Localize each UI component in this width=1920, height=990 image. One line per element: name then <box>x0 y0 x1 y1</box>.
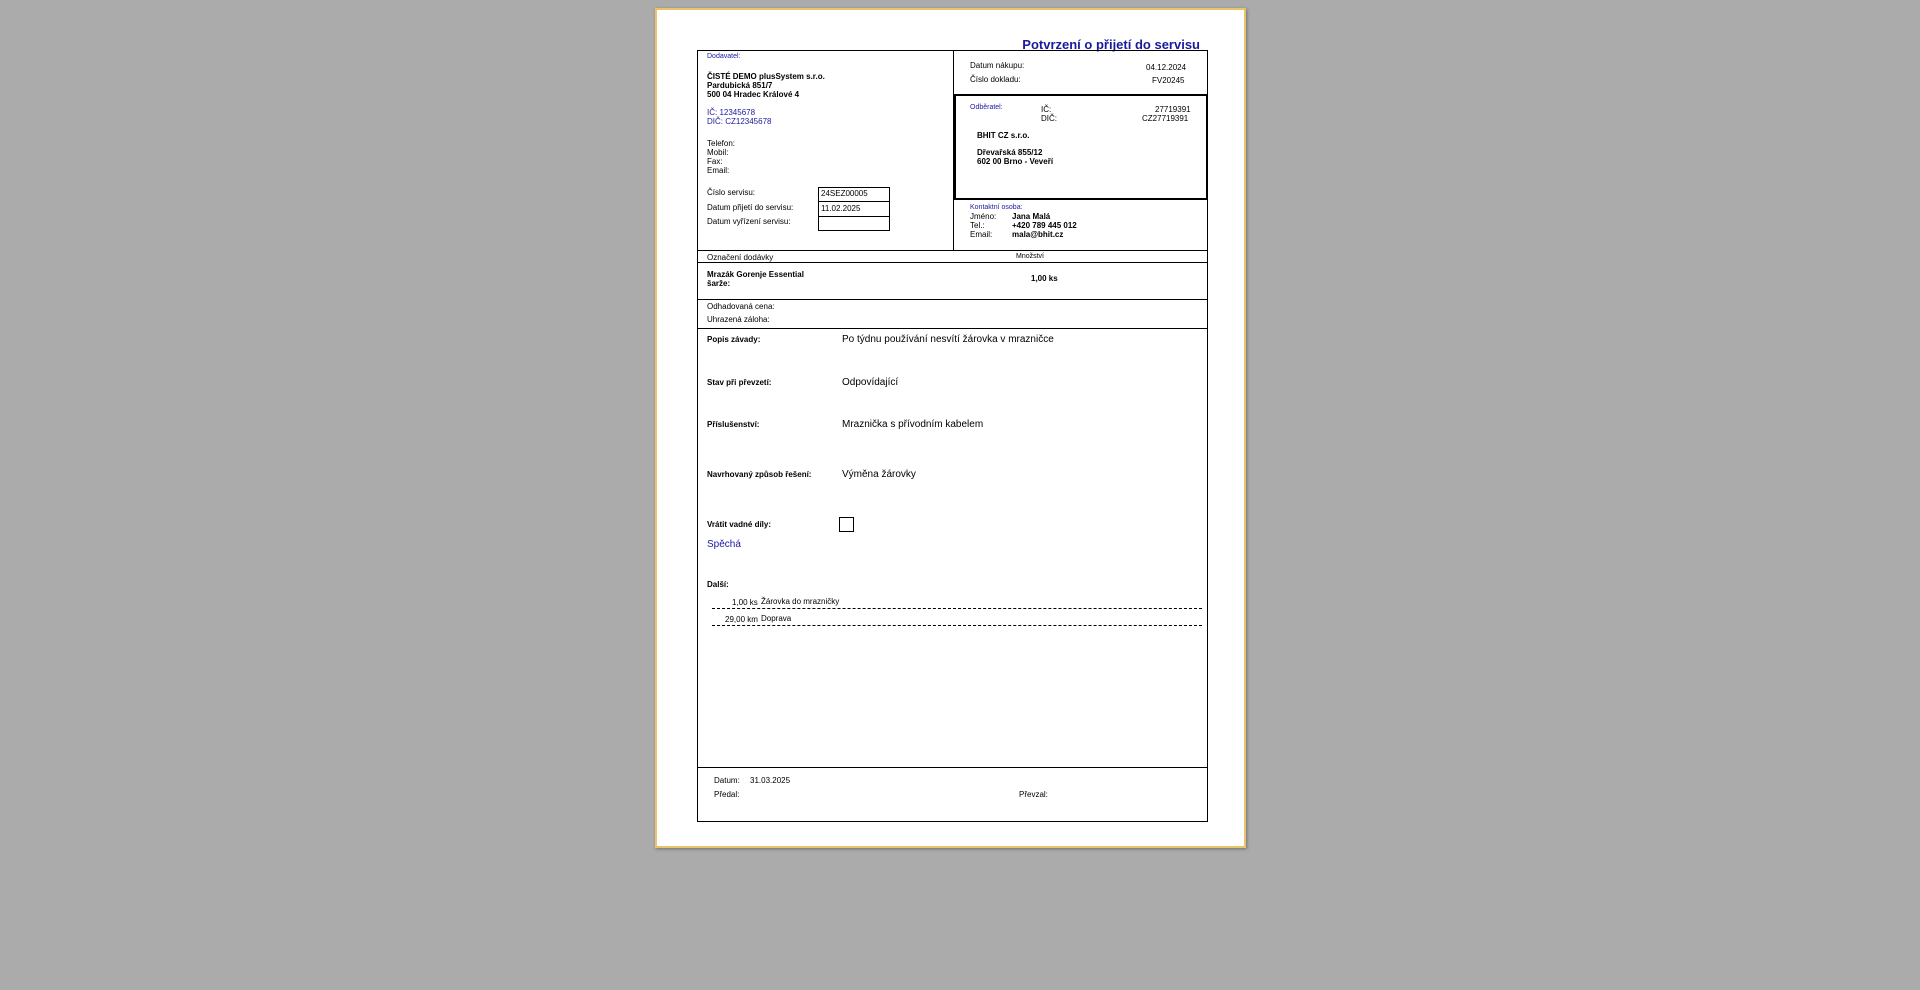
solution-value: Výměna žárovky <box>842 469 916 480</box>
footer-date-label: Datum: <box>714 776 740 785</box>
divider-line <box>698 250 1207 251</box>
document-page <box>655 8 1246 848</box>
service-number-value: 24SEZ00005 <box>821 189 868 198</box>
other-item-qty: 29,00 km <box>725 615 758 624</box>
purchase-date-label: Datum nákupu: <box>970 61 1025 70</box>
other-item-qty: 1,00 ks <box>732 598 758 607</box>
supplier-street: Pardubická 851/7 <box>707 81 773 90</box>
contact-email-value: mala@bhit.cz <box>1012 230 1064 239</box>
supplier-city: 500 04 Hradec Králové 4 <box>707 90 800 99</box>
service-resolved-label: Datum vyřízení servisu: <box>707 217 791 226</box>
contact-tel-value: +420 789 445 012 <box>1012 221 1077 230</box>
item-batch-label: šarže: <box>707 279 731 288</box>
document-title: Potvrzení o přijetí do servisu <box>1022 37 1200 52</box>
customer-dic-value: CZ27719391 <box>1142 114 1189 123</box>
supplier-mobil-label: Mobil: <box>707 148 729 157</box>
footer-received-label: Převzal: <box>1019 790 1048 799</box>
divider-line <box>698 767 1207 768</box>
service-number-label: Číslo servisu: <box>707 188 756 197</box>
item-header-label: Označení dodávky <box>707 253 774 262</box>
return-parts-checkbox[interactable] <box>839 517 854 532</box>
item-qty: 1,00 ks <box>1031 274 1058 283</box>
contact-tel-label: Tel.: <box>970 221 985 230</box>
purchase-doc-value: FV20245 <box>1152 76 1185 85</box>
customer-name: BHIT CZ s.r.o. <box>977 131 1030 140</box>
defect-value: Po týdnu používání nesvítí žárovka v mrazničce <box>842 334 1054 345</box>
customer-ic-label: IČ: <box>1041 105 1052 114</box>
divider-line <box>698 328 1207 329</box>
other-item-desc: Žárovka do mrazničky <box>761 597 840 606</box>
service-box-line <box>818 201 890 202</box>
service-received-label: Datum přijetí do servisu: <box>707 203 794 212</box>
service-box-line <box>818 216 890 217</box>
contact-name-value: Jana Malá <box>1012 212 1051 221</box>
contact-email-label: Email: <box>970 230 993 239</box>
item-name: Mrazák Gorenje Essential <box>707 270 804 279</box>
divider-line <box>698 299 1207 300</box>
solution-label: Navrhovaný způsob řešení: <box>707 470 812 479</box>
service-received-value: 11.02.2025 <box>821 204 861 213</box>
state-value: Odpovídající <box>842 377 899 388</box>
customer-street: Dřevařská 855/12 <box>977 148 1043 157</box>
footer-handed-label: Předal: <box>714 790 740 799</box>
supplier-email-label: Email: <box>707 166 730 175</box>
state-label: Stav při převzetí: <box>707 378 772 387</box>
footer-date-value: 31.03.2025 <box>750 776 791 785</box>
purchase-doc-label: Číslo dokladu: <box>970 75 1021 84</box>
customer-dic-label: DIČ: <box>1041 114 1057 123</box>
accessories-value: Mraznička s přívodním kabelem <box>842 419 984 430</box>
customer-ic-value: 27719391 <box>1155 105 1191 114</box>
divider-line <box>698 262 1207 263</box>
urgent-label: Spěchá <box>707 539 741 550</box>
supplier-name: ČISTÉ DEMO plusSystem s.r.o. <box>707 72 825 81</box>
defect-label: Popis závady: <box>707 335 761 344</box>
price-deposit-label: Uhrazená záloha: <box>707 315 770 324</box>
supplier-dic: DIČ: CZ12345678 <box>707 117 772 126</box>
other-label: Další: <box>707 580 729 589</box>
other-item-separator <box>712 608 1202 609</box>
supplier-fax-label: Fax: <box>707 157 723 166</box>
customer-city: 602 00 Brno - Veveří <box>977 157 1054 166</box>
return-parts-label: Vrátit vadné díly: <box>707 520 772 529</box>
supplier-ic: IČ: 12345678 <box>707 108 756 117</box>
form-frame <box>697 50 1208 822</box>
price-estimated-label: Odhadovaná cena: <box>707 302 775 311</box>
item-qty-header: Množství <box>1016 253 1045 260</box>
contact-label: Kontaktní osoba: <box>970 204 1023 211</box>
other-item-separator <box>712 625 1202 626</box>
customer-label: Odběratel: <box>970 104 1003 111</box>
purchase-date-value: 04.12.2024 <box>1146 63 1187 72</box>
accessories-label: Příslušenství: <box>707 420 760 429</box>
other-item-desc: Doprava <box>761 614 792 623</box>
supplier-label: Dodavatel: <box>707 53 741 60</box>
contact-name-label: Jméno: <box>970 212 997 221</box>
supplier-telefon-label: Telefon: <box>707 139 736 148</box>
